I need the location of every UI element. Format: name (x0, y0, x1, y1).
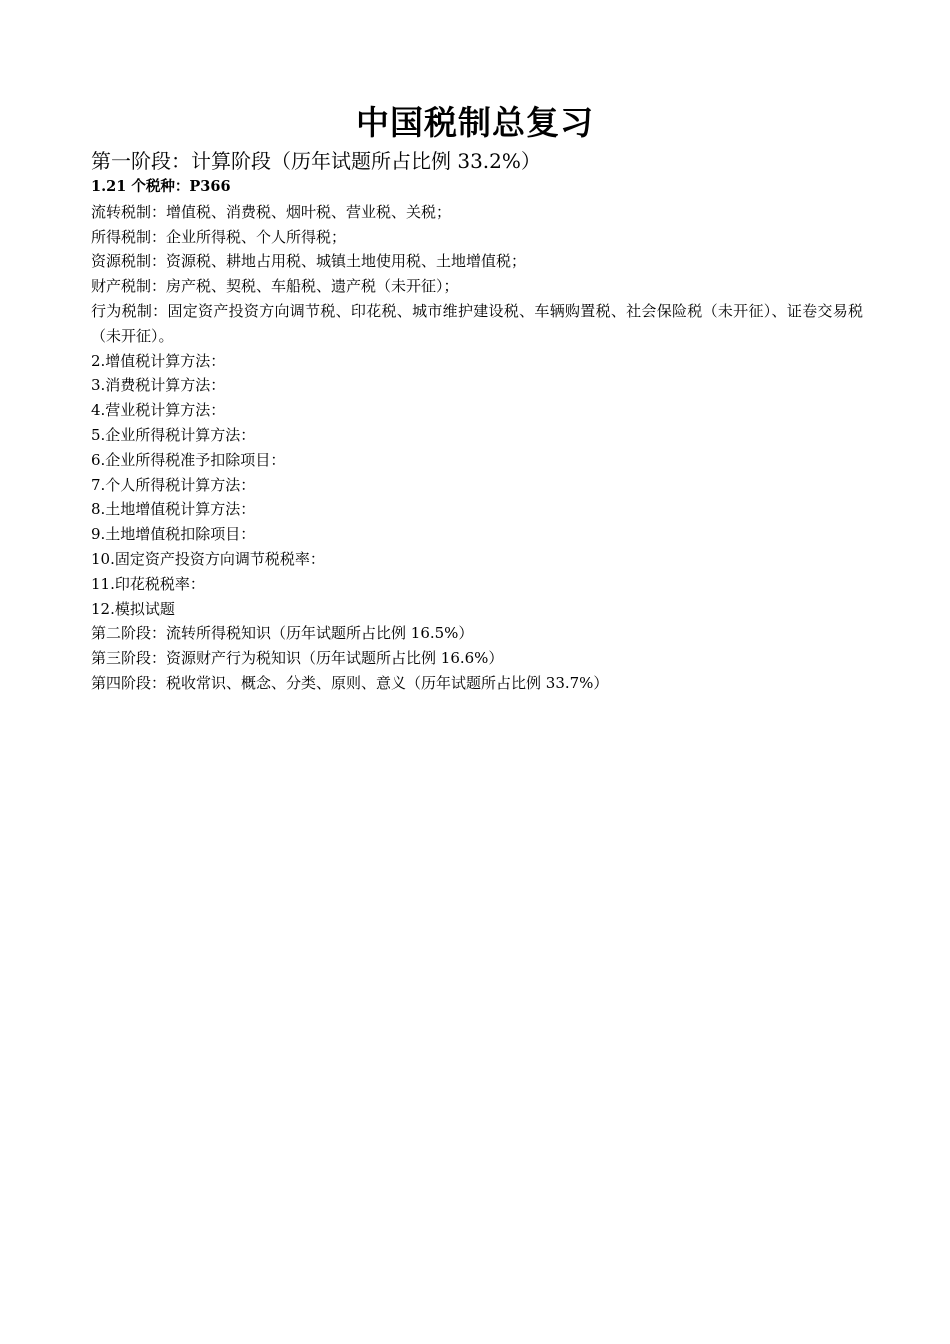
tax-category-turnover: 流转税制：增值税、消费税、烟叶税、营业税、关税； (91, 202, 452, 221)
stage-four-line: 第四阶段：税收常识、概念、分类、原则、意义（历年试题所占比例 33.7%） (91, 673, 609, 692)
list-item-corporate-deductions: 6.企业所得税准予扣除项目： (91, 450, 286, 469)
list-item-stamp-tax-rate: 11.印花税税率： (91, 574, 205, 593)
document-title: 中国税制总复习 (356, 103, 594, 142)
document-body (91, 175, 863, 696)
stage-three-line: 第三阶段：资源财产行为税知识（历年试题所占比例 16.6%） (91, 649, 504, 668)
list-item-investment-tax-rate: 10.固定资产投资方向调节税税率： (91, 549, 325, 568)
tax-category-income: 所得税制：企业所得税、个人所得税； (91, 227, 347, 246)
list-item-corporate-income-tax: 5.企业所得税计算方法： (91, 425, 256, 444)
list-item-consumption-tax: 3.消费税计算方法： (91, 376, 226, 395)
list-item-land-vat: 8.土地增值税计算方法： (91, 500, 256, 519)
list-item-business-tax: 4.营业税计算方法： (91, 401, 226, 420)
list-item-vat: 2.增值税计算方法： (91, 351, 226, 370)
list-item-personal-income-tax: 7.个人所得税计算方法： (91, 475, 256, 494)
tax-category-behavior: 行为税制：固定资产投资方向调节税、印花税、城市维护建设税、车辆购置税、社会保险税（未开征）、证卷交易税（未开征）。 (91, 301, 863, 345)
list-item-mock-exam: 12.模拟试题 (91, 599, 175, 618)
tax-category-resource: 资源税制：资源税、耕地占用税、城镇土地使用税、土地增值税； (91, 252, 527, 271)
stage-one-heading: 第一阶段：计算阶段（历年试题所占比例 33.2%） (91, 149, 541, 173)
tax-category-property: 财产税制：房产税、契税、车船税、遗产税（未开征）； (91, 277, 459, 296)
stage-two-line: 第二阶段：流转所得税知识（历年试题所占比例 16.5%） (91, 624, 474, 643)
section-heading-tax-types: 1.21 个税种：P366 (91, 178, 231, 195)
list-item-land-vat-deductions: 9.土地增值税扣除项目： (91, 525, 256, 544)
